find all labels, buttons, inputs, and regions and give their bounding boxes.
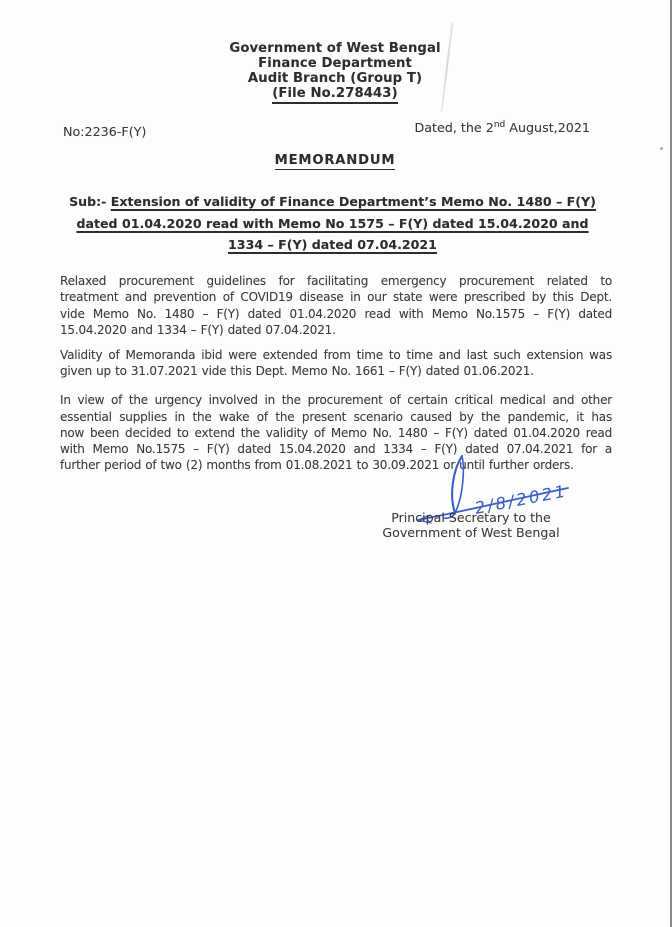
- memo-number: No:2236-F(Y): [63, 124, 147, 139]
- designation-line-1: Principal Secretary to the: [391, 510, 551, 525]
- signatory-designation: [363, 510, 579, 540]
- letterhead-branch: Audit Branch (Group T): [247, 71, 423, 86]
- letterhead-org: Government of West Bengal: [229, 41, 441, 56]
- memo-date-ordinal: nd: [493, 119, 506, 130]
- designation-line-2: Government of West Bengal: [382, 525, 560, 541]
- subject-prefix: Sub:-: [69, 194, 111, 209]
- subject-line-2: dated 01.04.2020 read with Memo No 1575 – F(Y) dated 15.04.2020 and: [76, 215, 589, 231]
- signature-date: 2/8/2021: [473, 481, 570, 518]
- paragraph-1: Relaxed procurement guidelines for facilitating emergency procurement related to treatment and prevention of COVID19 disease in our state were prescribed by this Dept. vide Memo No. 1480 – F(Y) dated 01.04.2020 read with Memo No.1575 – F(Y) dated 15.04.2020 and 1334 – F(Y) dated 07.04.2021.: [60, 274, 612, 337]
- memo-date: [414, 120, 590, 135]
- memo-date-prefix: Dated, the 2: [414, 120, 494, 135]
- paragraph-3: In view of the urgency involved in the procurement of certain critical medical and other essential supplies in the wake of the present scenario caused by the pandemic, it has now been decided to extend the validity of Memo No. 1480 – F(Y) dated 01.04.2020 read with Memo No.1575 – F(Y) dated 15.04.2020 and 1334 – F(Y) dated 07.04.2021 for a further period of two (2) months from 01.08.2021 to 30.09.2021 or until further orders.: [60, 393, 612, 473]
- letterhead-department: Finance Department: [258, 56, 412, 71]
- memo-date-suffix: August,2021: [505, 120, 590, 135]
- subject-block: [45, 191, 620, 256]
- file-number: (File No.278443): [272, 86, 397, 104]
- document-title: MEMORANDUM: [274, 153, 396, 168]
- subject-line-3: 1334 – F(Y) dated 07.04.2021: [228, 237, 437, 252]
- letterhead: [0, 41, 670, 104]
- paragraph-2: Validity of Memoranda ibid were extended from time to time and last such extension was given up to 31.07.2021 vide this Dept. Memo No. 1661 – F(Y) dated 01.06.2021.: [60, 348, 612, 379]
- subject-line-1: Sub:- Extension of validity of Finance Department’s Memo No. 1480 – F(Y): [69, 194, 596, 209]
